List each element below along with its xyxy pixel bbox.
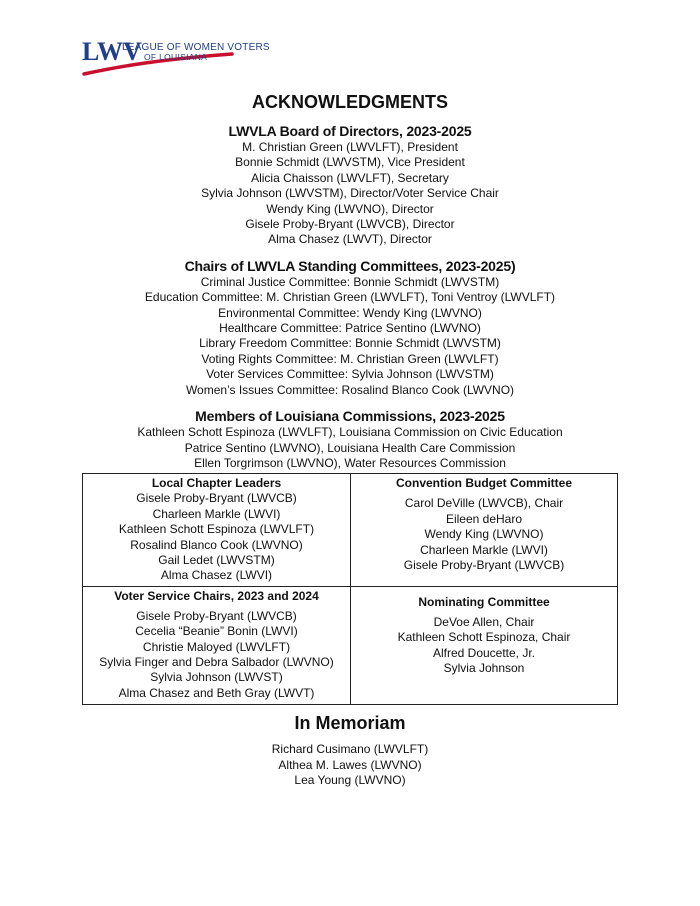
budget-list bbox=[355, 496, 613, 573]
local-leaders-title: Local Chapter Leaders bbox=[151, 476, 282, 491]
member-line: Kathleen Schott Espinoza (LWVLFT), Louisiana Commission on Civic Education bbox=[137, 425, 563, 440]
member-line: Carol DeVille (LWVCB), Chair bbox=[404, 496, 564, 511]
voter-service-cell bbox=[83, 586, 350, 704]
budget-title: Convention Budget Committee bbox=[396, 476, 572, 491]
member-line: Criminal Justice Committee: Bonnie Schmidt (LWVSTM) bbox=[200, 274, 500, 289]
member-line: Education Committee: M. Christian Green (LWVLFT), Toni Ventroy (LWVLFT) bbox=[144, 290, 556, 305]
member-line: Sylvia Finger and Debra Salbador (LWVNO) bbox=[99, 654, 334, 669]
member-line: Voting Rights Committee: M. Christian Green (LWVLFT) bbox=[201, 351, 499, 366]
member-line: DeVoe Allen, Chair bbox=[433, 614, 535, 629]
member-line: Wendy King (LWVNO) bbox=[424, 527, 544, 542]
member-line: Library Freedom Committee: Bonnie Schmidt (LWVSTM) bbox=[199, 336, 501, 351]
member-line: Kathleen Schott Espinoza, Chair bbox=[397, 630, 571, 645]
member-line: Alma Chasez and Beth Gray (LWVT) bbox=[118, 685, 315, 700]
memoriam-title: In Memoriam bbox=[294, 713, 406, 734]
member-line: Alicia Chaisson (LWVLFT), Secretary bbox=[251, 170, 449, 185]
member-line: Environmental Committee: Wendy King (LWVNO) bbox=[218, 305, 482, 320]
member-line: Gail Ledet (LWVSTM) bbox=[158, 552, 275, 567]
member-line: Rosalind Blanco Cook (LWVNO) bbox=[130, 537, 303, 552]
nominating-cell bbox=[350, 586, 617, 704]
commissions-list bbox=[60, 425, 640, 471]
voter-service-list bbox=[87, 609, 346, 701]
league-logo bbox=[82, 38, 282, 78]
member-line: Sylvia Johnson bbox=[443, 660, 525, 675]
member-line: Charleen Markle (LWVI) bbox=[420, 542, 548, 557]
logo-line2: OF LOUISIANA bbox=[144, 52, 208, 62]
member-line: Gisele Proby-Bryant (LWVCB) bbox=[403, 557, 565, 572]
acknowledgments-content bbox=[60, 92, 640, 788]
member-line: Kathleen Schott Espinoza (LWVLFT) bbox=[118, 522, 315, 537]
member-line: Althea M. Lawes (LWVNO) bbox=[278, 757, 422, 772]
member-line: Ellen Torgrimson (LWVNO), Water Resources Commission bbox=[194, 455, 506, 470]
member-line: Sylvia Johnson (LWVST) bbox=[150, 670, 283, 685]
commissions-title: Members of Louisiana Commissions, 2023-2025 bbox=[195, 408, 505, 425]
member-line: Richard Cusimano (LWVLFT) bbox=[271, 742, 429, 757]
commissions-section bbox=[60, 408, 640, 471]
member-line: Gisele Proby-Bryant (LWVCB) bbox=[136, 491, 297, 506]
committees-list bbox=[60, 275, 640, 398]
board-list bbox=[60, 140, 640, 248]
member-line: Voter Services Committee: Sylvia Johnson (LWVSTM) bbox=[206, 367, 494, 382]
page-title: ACKNOWLEDGMENTS bbox=[252, 92, 448, 112]
member-line: Patrice Sentino (LWVNO), Louisiana Health Care Commission bbox=[184, 440, 516, 455]
member-line: Christie Maloyed (LWVLFT) bbox=[142, 639, 291, 654]
member-line: Wendy King (LWVNO), Director bbox=[266, 201, 434, 216]
member-line: Eileen deHaro bbox=[445, 511, 523, 526]
committees-title: Chairs of LWVLA Standing Committees, 2023-2025) bbox=[184, 257, 516, 274]
member-line: Charleen Markle (LWVI) bbox=[152, 506, 281, 521]
member-line: M. Christian Green (LWVLFT), President bbox=[242, 140, 458, 154]
committees-section bbox=[60, 258, 640, 398]
member-line: Lea Young (LWVNO) bbox=[294, 773, 406, 787]
member-line: Bonnie Schmidt (LWVSTM), Vice President bbox=[235, 155, 465, 170]
nominating-list bbox=[355, 615, 613, 677]
member-line: Cecelia “Beanie” Bonin (LWVI) bbox=[135, 624, 298, 639]
member-line: Gisele Proby-Bryant (LWVCB) bbox=[136, 608, 297, 623]
board-title: LWVLA Board of Directors, 2023-2025 bbox=[228, 123, 472, 139]
member-line: Women’s Issues Committee: Rosalind Blanco Cook (LWVNO) bbox=[185, 382, 515, 397]
voter-service-title: Voter Service Chairs, 2023 and 2024 bbox=[114, 588, 319, 603]
member-line: Alfred Doucette, Jr. bbox=[432, 645, 536, 660]
local-leaders-list bbox=[87, 491, 346, 583]
member-line: Gisele Proby-Bryant (LWVCB), Director bbox=[245, 217, 455, 232]
member-line: Alma Chasez (LWVI) bbox=[160, 568, 273, 583]
member-line: Healthcare Committee: Patrice Sentino (LWVNO) bbox=[219, 321, 481, 336]
member-line: Sylvia Johnson (LWVSTM), Director/Voter Service Chair bbox=[201, 186, 499, 201]
logo-line1: LEAGUE OF WOMEN VOTERS bbox=[122, 42, 270, 53]
board-section bbox=[60, 123, 640, 248]
nominating-title: Nominating Committee bbox=[418, 594, 550, 609]
logo-mark: LWV bbox=[82, 38, 142, 66]
local-leaders-cell bbox=[83, 474, 350, 585]
memoriam-list bbox=[60, 742, 640, 788]
budget-cell bbox=[350, 474, 617, 585]
committees-grid bbox=[82, 473, 618, 705]
member-line: Alma Chasez (LWVT), Director bbox=[268, 232, 432, 247]
